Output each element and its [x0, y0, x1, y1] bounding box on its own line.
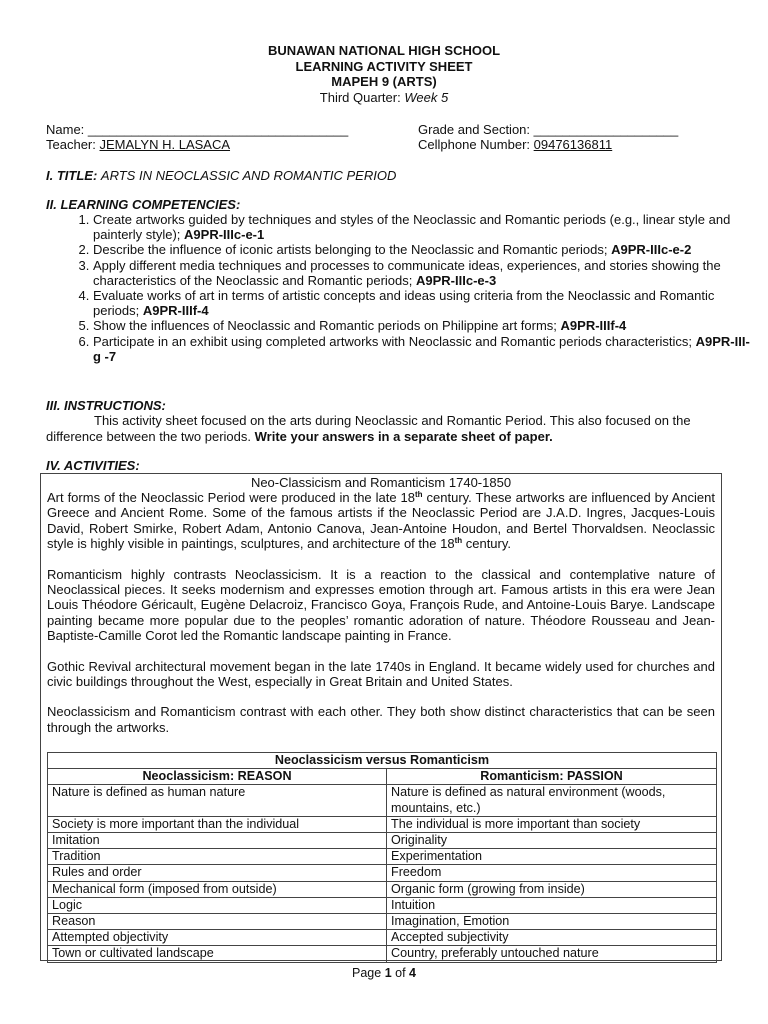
superscript: th	[415, 490, 423, 499]
page-footer	[0, 966, 768, 980]
competency-code: A9PR-IIIc-e-1	[184, 227, 265, 243]
table-row: Mechanical form (imposed from outside) Organic form (growing from inside)	[48, 881, 717, 897]
instructions-body	[46, 413, 722, 444]
table-row: Logic Intuition	[48, 897, 717, 913]
table-row: Town or cultivated landscape Country, preferably untouched nature	[48, 946, 717, 962]
instructions-text: This activity sheet focused on the arts during Neoclassic and Romantic Period. This also focused on the difference between the two periods.	[46, 413, 691, 444]
teacher-field	[46, 137, 230, 152]
table-row: Tradition Experimentation	[48, 849, 717, 865]
quarter-line	[0, 90, 768, 106]
competency-item: 6. Participate in an exhibit using completed artworks with Neoclassic and Romantic periods characteristics; A9PR-III-g -7	[93, 334, 753, 364]
table-row: Imitation Originality	[48, 833, 717, 849]
quarter-label: Third Quarter:	[319, 89, 401, 105]
cellphone-field	[418, 137, 612, 152]
activity-box-title: Neo-Classicism and Romanticism 1740-1850	[250, 475, 512, 490]
competency-code: A9PR-IIIc-e-3	[416, 272, 497, 288]
school-name: BUNAWAN NATIONAL HIGH SCHOOL	[267, 43, 501, 58]
name-field	[46, 122, 348, 137]
activity-content-box	[40, 473, 722, 961]
document-header	[0, 43, 768, 105]
cellphone-label: Cellphone Number:	[418, 137, 531, 152]
competency-item: 5. Show the influences of Neoclassic and Romantic periods on Philippine art forms; A9PR-IIIf-4	[93, 318, 753, 333]
name-blank: ____________________________________	[87, 122, 349, 137]
title-section	[46, 168, 396, 183]
paragraph-romanticism: Romanticism highly contrasts Neoclassicism. It is a reaction to the classical and contemplative nature of Neoclassical pieces. It seeks modernism and expresses emotion through art. Famous artists in this era were Jean Louis Théodore Géricault, Eugène Delacroiz, Francisco Goya, François Rude, and Antoine-Louis Barye. Landscape painting became more popular due to the peoples’ romantic adoration of nature. Théodore Rousseau and Jean-Baptiste-Camille Corot led the Romantic landscape painting in France.	[47, 566, 715, 644]
teacher-name: JEMALYN H. LASACA	[99, 137, 231, 152]
cellphone-number: 09476136811	[533, 137, 613, 152]
competency-item: 1. Create artworks guided by techniques and styles of the Neoclassic and Romantic periods (e.g., linear style and painterly style); A9PR-IIIc-e-1	[93, 212, 753, 242]
activities-heading: IV. ACTIVITIES:	[46, 458, 140, 473]
competency-item: 4. Evaluate works of art in terms of artistic concepts and ideas using criteria from the Neoclassic and Romantic periods; A9PR-IIIf-4	[93, 288, 753, 318]
table-title: Neoclassicism versus Romanticism	[48, 753, 717, 769]
competency-item: 2. Describe the influence of iconic artists belonging to the Neoclassic and Romantic periods; A9PR-IIIc-e-2	[93, 242, 753, 257]
paragraph-gothic-revival: Gothic Revival architectural movement began in the late 1740s in England. It became widely used for churches and civic buildings throughout the West, especially in Great Britain and United States.	[47, 658, 715, 690]
table-row: Reason Imagination, Emotion	[48, 914, 717, 930]
paragraph-neoclassic: Art forms of the Neoclassic Period were produced in the late 18th century. These artworks are influenced by Ancient Greece and Ancient Rome. Some of the famous artists if the Neoclassic Period are J.A.D. Ingres, Jacques-Louis David, Robert Smirke, Robert Adam, Antonio Canova, Jean-Antoine Houdon, and Bertel Thorvaldsen. Neoclassic style is highly visible in paintings, sculptures, and architecture of the 18th century.	[47, 490, 715, 552]
title-heading: I. TITLE:	[46, 168, 98, 183]
competency-code: A9PR-IIIc-e-2	[611, 242, 692, 258]
competency-code: A9PR-IIIf-4	[142, 303, 209, 319]
competency-item: 3. Apply different media techniques and processes to communicate ideas, experiences, and stories showing the characteristics of the Neoclassic and Romantic periods; A9PR-IIIc-e-3	[93, 258, 753, 288]
page-of-label: of	[395, 966, 406, 980]
instructions-heading: III. INSTRUCTIONS:	[46, 398, 166, 413]
table-header-romanticism: Romanticism: PASSION	[387, 769, 717, 785]
grade-blank: ____________________	[533, 122, 679, 137]
subject-title: MAPEH 9 (ARTS)	[331, 74, 437, 89]
competency-code: A9PR-III-g -7	[93, 333, 750, 364]
comparison-table	[47, 752, 717, 963]
title-text: ARTS IN NEOCLASSIC AND ROMANTIC PERIOD	[100, 168, 397, 183]
competencies-heading: II. LEARNING COMPETENCIES:	[46, 197, 241, 212]
table-row: Nature is defined as human nature Nature is defined as natural environment (woods, mountains, etc.)	[48, 785, 717, 816]
table-row: Rules and order Freedom	[48, 865, 717, 881]
page-total: 4	[409, 966, 416, 980]
table-row: Attempted objectivity Accepted subjectivity	[48, 930, 717, 946]
instructions-emphasis: Write your answers in a separate sheet of paper.	[254, 428, 553, 444]
teacher-label: Teacher:	[46, 137, 96, 152]
week-label: Week 5	[404, 89, 449, 105]
paragraph-contrast: Neoclassicism and Romanticism contrast with each other. They both show distinct characteristics that can be seen through the artworks.	[47, 704, 715, 735]
page-label: Page	[352, 966, 382, 980]
superscript: th	[454, 536, 463, 546]
competency-code: A9PR-IIIf-4	[560, 318, 627, 334]
table-row: Society is more important than the individual The individual is more important than society	[48, 816, 717, 832]
page-number: 1	[384, 966, 392, 980]
competencies-list	[46, 212, 753, 364]
grade-label: Grade and Section:	[418, 122, 531, 137]
sheet-title: LEARNING ACTIVITY SHEET	[295, 58, 473, 74]
name-label: Name:	[46, 122, 85, 137]
table-header-neoclassicism: Neoclassicism: REASON	[48, 769, 387, 785]
grade-section-field	[418, 122, 678, 137]
